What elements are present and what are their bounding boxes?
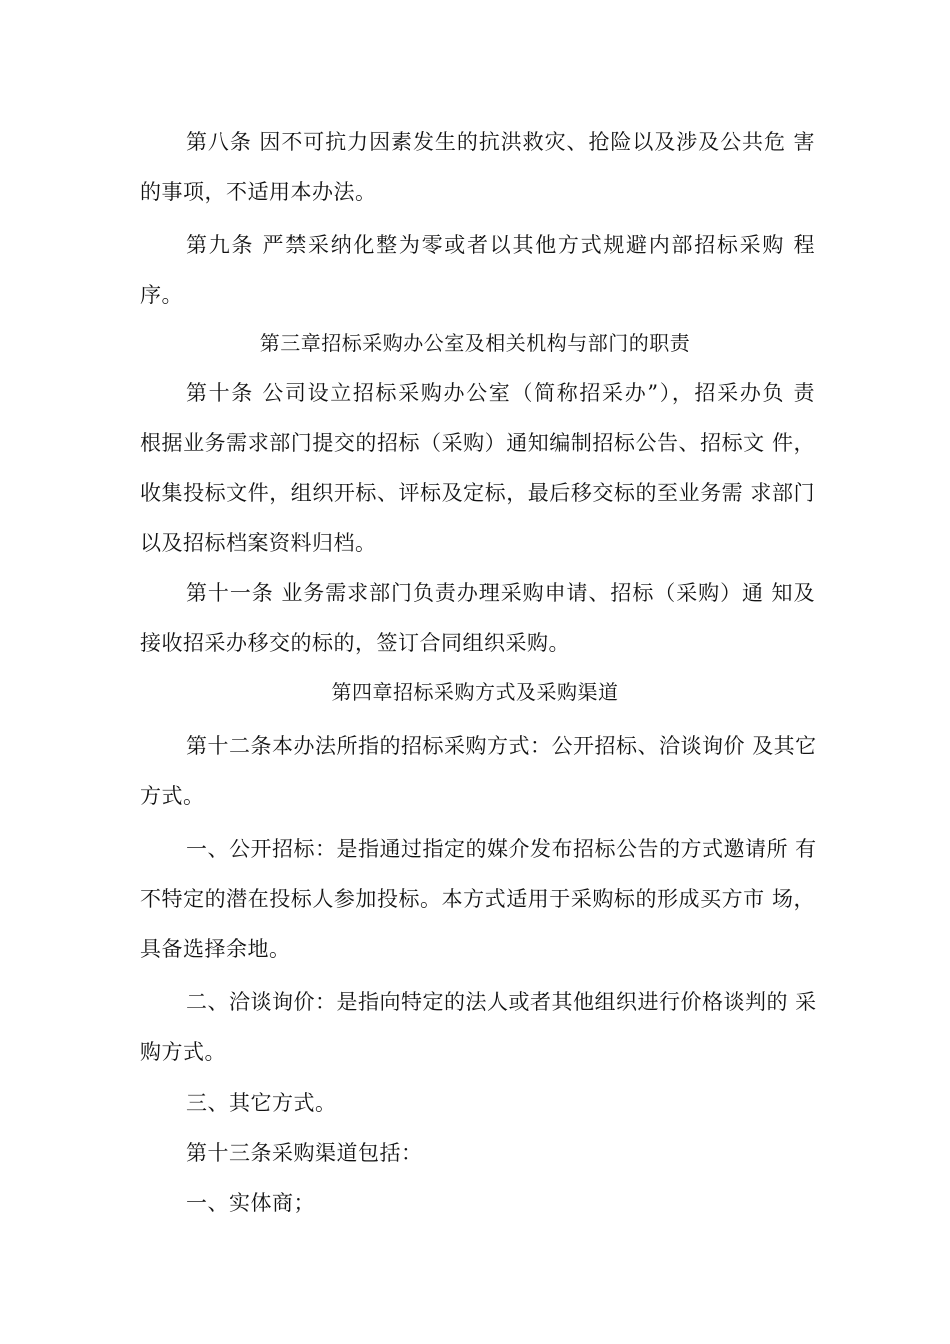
article-8-line-2: 的事项，不适用本办法。: [140, 180, 377, 204]
article-10-line-2: 根据业务需求部门提交的招标（采购）通知编制招标公告、招标文 件，: [140, 431, 815, 455]
method-3-line-1: 三、其它方式。: [186, 1091, 337, 1115]
method-2-line-1: 二、洽谈询价：是指向特定的法人或者其他组织进行价格谈判的 采: [186, 990, 817, 1014]
article-9-line-2: 序。: [140, 283, 183, 307]
method-1-line-2: 不特定的潜在投标人参加投标。本方式适用于采购标的形成买方市 场，: [140, 887, 815, 911]
method-2-line-2: 购方式。: [140, 1040, 226, 1064]
article-12-line-2: 方式。: [140, 784, 205, 808]
article-9-line-1: 第九条 严禁采纳化整为零或者以其他方式规避内部招标采购 程: [186, 233, 815, 257]
article-8-line-1: 第八条 因不可抗力因素发生的抗洪救灾、抢险以及涉及公共危 害: [186, 130, 815, 154]
article-13-line-1: 第十三条采购渠道包括：: [186, 1141, 423, 1165]
method-1-line-1: 一、公开招标：是指通过指定的媒介发布招标公告的方式邀请所 有: [186, 837, 817, 861]
channel-1-line-1: 一、实体商；: [186, 1191, 315, 1215]
article-10-line-4: 以及招标档案资料归档。: [140, 531, 377, 555]
chapter-3-heading: 第三章招标采购办公室及相关机构与部门的职责: [259, 331, 691, 355]
article-12-line-1: 第十二条本办法所指的招标采购方式：公开招标、洽谈询价 及其它: [186, 734, 817, 758]
article-11-line-1: 第十一条 业务需求部门负责办理采购申请、招标（采购）通 知及: [186, 581, 815, 605]
article-10-line-1: 第十条 公司设立招标采购办公室（简称招采办”），招采办负 责: [186, 381, 815, 405]
article-11-line-2: 接收招采办移交的标的，签订合同组织采购。: [140, 631, 570, 655]
chapter-4-heading: 第四章招标采购方式及采购渠道: [331, 680, 619, 704]
method-1-line-3: 具备选择余地。: [140, 937, 291, 961]
article-10-line-3: 收集投标文件，组织开标、评标及定标，最后移交标的至业务需 求部门: [140, 481, 815, 505]
